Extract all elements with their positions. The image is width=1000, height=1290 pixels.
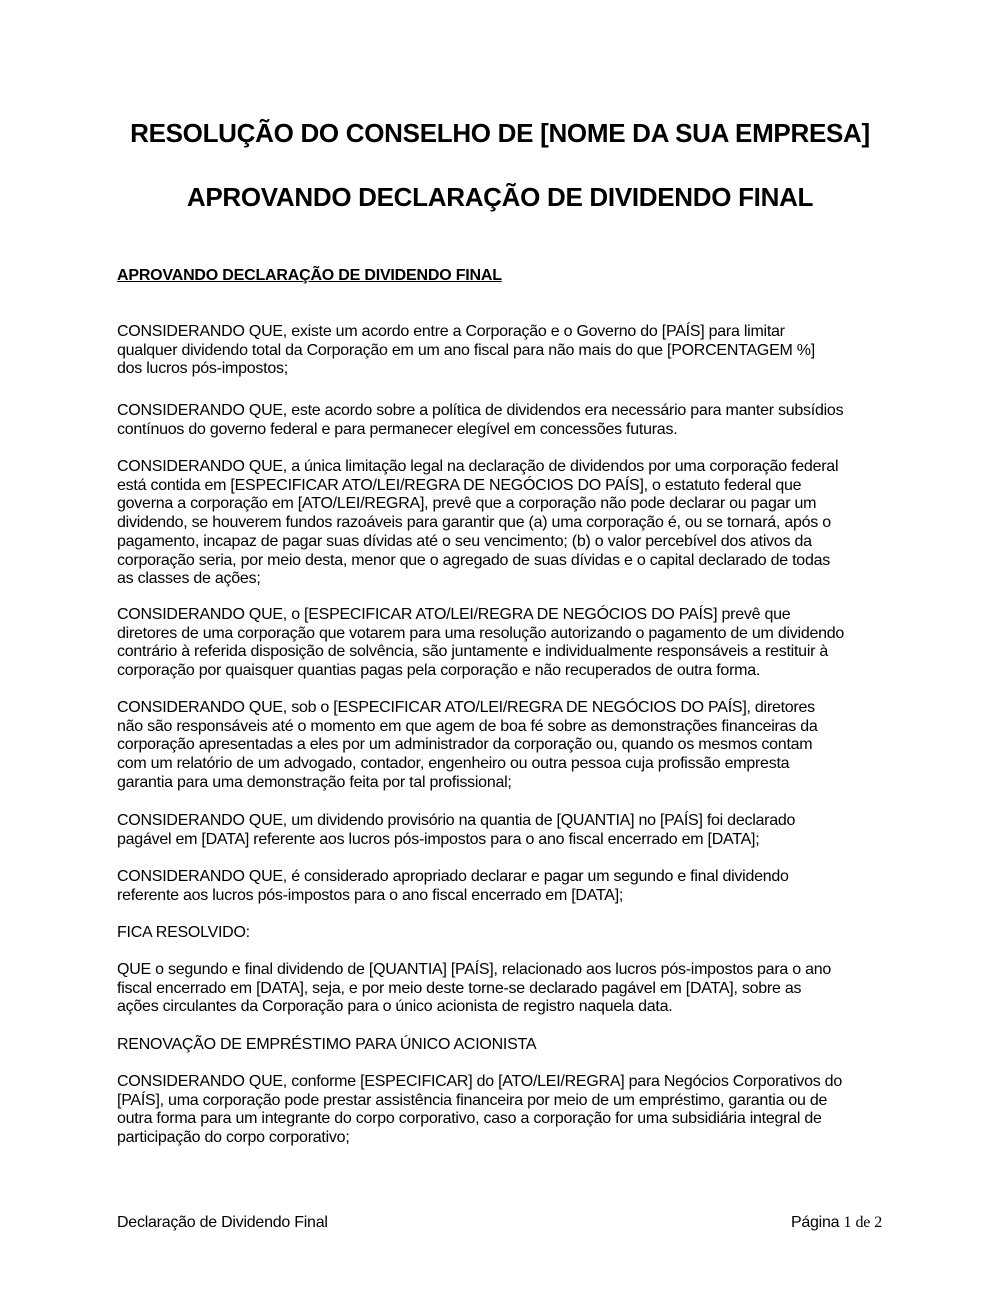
text-line: corporação apresentadas a eles por um administrador da corporação ou, quando os mesmos contam [117, 736, 813, 754]
paragraph-whereas-limitation [117, 458, 897, 589]
document-title: RESOLUÇÃO DO CONSELHO DE [NOME DA SUA EMPRESA] [130, 118, 870, 148]
text-line: participação do corpo corporativo; [117, 1129, 350, 1147]
text-line: CONSIDERANDO QUE, a única limitação legal na declaração de dividendos por uma corporação federal [117, 458, 839, 475]
text-line: FICA RESOLVIDO: [117, 924, 250, 941]
text-line: RENOVAÇÃO DE EMPRÉSTIMO PARA ÚNICO ACIONISTA [117, 1036, 537, 1053]
text-line: contrário à referida disposição de solvência, são juntamente e individualmente responsáveis a restituir à [117, 643, 829, 661]
total-pages: 2 [874, 1214, 882, 1231]
text-line: fiscal encerrado em [DATA], seja, e por meio deste torne-se declarado pagável em [DATA], sobre as [117, 979, 802, 997]
text-line: [PAÍS], uma corporação pode prestar assistência financeira por meio de um empréstimo, garantia ou de [117, 1091, 828, 1109]
text-line: com um relatório de um advogado, contador, engenheiro ou outra pessoa cuja profissão empresta [117, 755, 790, 773]
paragraph-whereas-interim-dividend [117, 812, 897, 849]
text-line: pagável em [DATA] referente aos lucros pós-impostos para o ano fiscal encerrado em [DATA]; [117, 830, 760, 848]
text-line: está contida em [ESPECIFICAR ATO/LEI/REGRA DE NEGÓCIOS DO PAÍS], o estatuto federal que [117, 476, 802, 494]
paragraph-whereas-good-faith [117, 699, 897, 793]
text-line: CONSIDERANDO QUE, é considerado apropriado declarar e pagar um segundo e final dividendo [117, 868, 789, 885]
footer-document-name: Declaração de Dividendo Final [117, 1214, 328, 1231]
paragraph-whereas-financial-assistance [117, 1073, 897, 1148]
text-line: qualquer dividendo total da Corporação em um ano fiscal para não mais do que [PORCENTAGEM %] [117, 341, 815, 359]
text-line: garantia para uma demonstração feita por tal profissional; [117, 773, 512, 791]
text-line: não são responsáveis até o momento em que agem de boa fé sobre as demonstrações financeiras da [117, 717, 818, 735]
text-line: dividendo, se houverem fundos razoáveis para garantir que (a) uma corporação é, ou se tornará, após o [117, 514, 831, 532]
text-line: CONSIDERANDO QUE, o [ESPECIFICAR ATO/LEI/REGRA DE NEGÓCIOS DO PAÍS] prevê que [117, 606, 791, 623]
paragraph-whereas-policy [117, 402, 897, 439]
current-page: 1 [843, 1214, 852, 1231]
text-line: corporação por quaisquer quantias pagas pela corporação e não recuperados de outra forma. [117, 662, 761, 680]
text-line: QUE o segundo e final dividendo de [QUANTIA] [PAÍS], relacionado aos lucros pós-impostos para o ano [117, 961, 832, 978]
document-subtitle: APROVANDO DECLARAÇÃO DE DIVIDENDO FINAL [186, 182, 814, 212]
text-line: as classes de ações; [117, 570, 261, 588]
paragraph-loan-renewal-heading [117, 1036, 897, 1055]
text-line: ações circulantes da Corporação para o único acionista de registro naquela data. [117, 998, 673, 1016]
text-line: corporação seria, por meio desta, menor que o agregado de suas dívidas e o capital declarado de todas [117, 551, 830, 569]
paragraph-resolved [117, 924, 897, 943]
page-label: Página [790, 1214, 840, 1231]
paragraph-whereas-agreement [117, 323, 897, 379]
paragraph-whereas-final-dividend [117, 868, 897, 905]
page-of-label: de [855, 1214, 871, 1231]
text-line: referente aos lucros pós-impostos para o ano fiscal encerrado em [DATA]; [117, 886, 624, 904]
text-line: CONSIDERANDO QUE, este acordo sobre a política de dividendos era necessário para manter subsídios [117, 402, 844, 419]
text-line: CONSIDERANDO QUE, conforme [ESPECIFICAR] do [ATO/LEI/REGRA] para Negócios Corporativos do [117, 1073, 842, 1090]
text-line: pagamento, incapaz de pagar suas dívidas até o seu vencimento; (b) o valor percebível dos ativos da [117, 532, 812, 550]
paragraph-whereas-directors-liability [117, 606, 897, 681]
text-line: diretores de uma corporação que votarem para uma resolução autorizando o pagamento de um dividendo [117, 624, 845, 642]
text-line: outra forma para um integrante do corpo corporativo, caso a corporação for uma subsidiária integral de [117, 1110, 822, 1128]
text-line: governa a corporação em [ATO/LEI/REGRA], prevê que a corporação não pode declarar ou pagar um [117, 495, 817, 513]
text-line: contínuos do governo federal e para permanecer elegível em concessões futuras. [117, 420, 678, 438]
paragraph-resolution [117, 961, 897, 1017]
section-heading: APROVANDO DECLARAÇÃO DE DIVIDENDO FINAL [117, 267, 502, 284]
text-line: CONSIDERANDO QUE, existe um acordo entre a Corporação e o Governo do [PAÍS] para limitar [117, 323, 785, 340]
footer-page-number [791, 1214, 882, 1232]
text-line: CONSIDERANDO QUE, um dividendo provisório na quantia de [QUANTIA] no [PAÍS] foi declarado [117, 812, 796, 829]
text-line: CONSIDERANDO QUE, sob o [ESPECIFICAR ATO/LEI/REGRA DE NEGÓCIOS DO PAÍS], diretores [117, 699, 815, 716]
text-line: dos lucros pós-impostos; [117, 360, 288, 378]
